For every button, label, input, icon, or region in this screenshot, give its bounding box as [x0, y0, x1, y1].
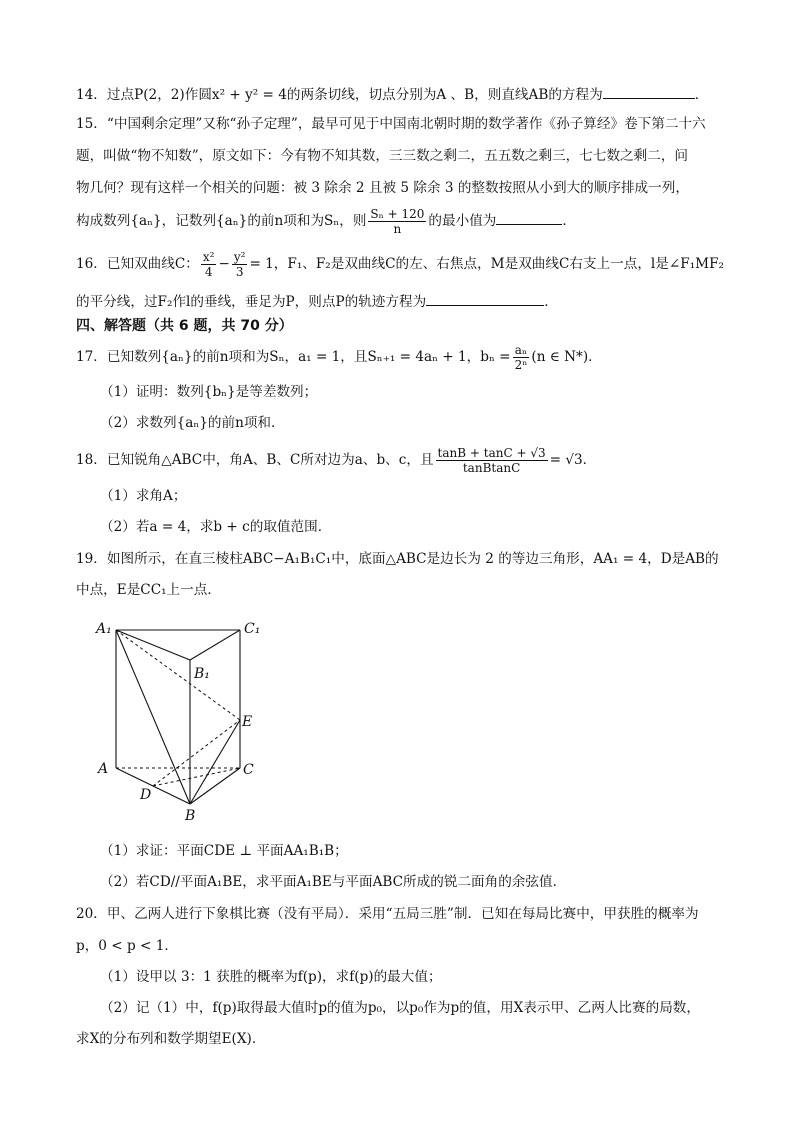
question-15-line-2: 题，叫做“物不知数”，原文如下：今有物不知其数，三三数之剩二，五五数之剩三，七七数之剩二，问 — [76, 148, 689, 164]
question-20-line-2: p，0 < p < 1． — [76, 938, 178, 954]
label-e: E — [242, 714, 253, 730]
hidden-segment-de — [153, 720, 240, 786]
edge-bc — [190, 768, 240, 804]
question-number: 16． — [76, 256, 107, 272]
prism-figure — [90, 612, 280, 827]
label-b1: B₁ — [194, 666, 210, 682]
question-number: 20． — [76, 906, 107, 922]
label-a: A — [98, 761, 109, 777]
answer-blank[interactable] — [496, 210, 562, 225]
question-16-line-2: 的平分线，过F₂作l的垂线，垂足为P，则点P的轨迹方程为 ． — [76, 291, 558, 311]
question-16-line-1: 16．已知双曲线C： $\frac{\text{x²}}{4}$ − $\frac{\text{y²}}{3}$ = 1，F₁、F₂是双曲线C的左、右焦点，M是双曲线C右支上一点，l是∠F₁MF₂ — [76, 250, 724, 279]
fraction-an-2n: $\frac{\text{aₙ}}{\text{2ⁿ}}$ — [514, 343, 528, 372]
label-c1: C₁ — [244, 621, 261, 637]
answer-blank[interactable] — [603, 84, 695, 99]
question-20-line-1: 20．甲、乙两人进行下象棋比赛（没有平局）．采用“五局三胜”制．已知在每局比赛中，甲获胜的概率为 — [76, 906, 699, 922]
question-19-line-1: 19．如图所示，在直三棱柱ABC−A₁B₁C₁中，底面△ABC是边长为 2 的等边三角形，AA₁ = 4，D是AB的 — [76, 551, 719, 567]
question-19-part-2: （2）若CD//平面A₁BE，求平面A₁BE与平面ABC所成的锐二面角的余弦值． — [100, 874, 567, 890]
question-15-line-1: 15．“中国剩余定理”又称“孙子定理”，最早可见于中国南北朝时期的数学著作《孙子算经》卷下第二十六 — [76, 116, 706, 132]
question-18-part-2: （2）若a = 4，求b + c的取值范围． — [100, 519, 332, 535]
label-b: B — [185, 808, 196, 824]
question-15-line-3: 物几何？现有这样一个相关的问题：被 3 除余 2 且被 5 除余 3 的整数按照从小到大的顺序排成一列， — [76, 180, 689, 196]
fraction-sn: $\frac{\text{Sₙ + 120}}{n}$ — [370, 207, 425, 236]
fraction-tan: $\frac{\tan B + \tan C + √3}{\text{tanBtanC}}$ — [437, 446, 546, 475]
question-19-part-1: （1）求证：平面CDE ⊥ 平面AA₁B₁B； — [100, 843, 348, 859]
fraction-y2-3: $\frac{\text{y²}}{3}$ — [233, 250, 246, 279]
label-d: D — [140, 787, 152, 803]
segment-a1b — [116, 630, 190, 804]
segment-eb — [190, 720, 240, 804]
question-15-line-4: 构成数列{aₙ}，记数列{aₙ}的前n项和为Sₙ，则 $\frac{\text{Sₙ + 120}}{n}$ 的最小值为 ． — [76, 207, 576, 236]
question-text: 过点P(2，2)作圆x² + y² = 4的两条切线，切点分别为A 、B，则直线AB的方程为 — [106, 87, 603, 103]
question-number: 18． — [76, 452, 107, 468]
fraction-x2-4: $\frac{\text{x²}}{4}$ — [202, 250, 215, 279]
label-a1: A₁ — [96, 621, 112, 637]
section-heading: 四、解答题（共 6 题，共 70 分） — [76, 318, 293, 334]
question-20-part-2-cont: 求X的分布列和数学期望E(X)． — [76, 1031, 266, 1047]
answer-blank[interactable] — [426, 291, 544, 306]
question-number: 19． — [76, 551, 107, 567]
question-20-part-1: （1）设甲以 3：1 获胜的概率为f(p)，求f(p)的最大值； — [100, 969, 442, 985]
question-14: 14．过点P(2，2)作圆x² + y² = 4的两条切线，切点分别为A 、B，则直线AB的方程为 ． — [76, 84, 708, 104]
question-17-part-1: （1）证明：数列{bₙ}是等差数列； — [100, 384, 318, 400]
question-number: 15． — [76, 116, 107, 132]
question-18-part-1: （1）求角A； — [100, 488, 187, 504]
question-17-part-2: （2）求数列{aₙ}的前n项和． — [100, 415, 285, 431]
edge-b1c1 — [190, 630, 240, 660]
question-20-part-2: （2）记（1）中，f(p)取得最大值时p的值为p₀，以p₀作为p的值，用X表示甲、乙两人比赛的局数， — [100, 1000, 700, 1016]
question-19-line-2: 中点，E是CC₁上一点． — [76, 582, 221, 598]
label-c: C — [243, 762, 254, 778]
question-number: 17． — [76, 349, 107, 365]
question-number: 14． — [76, 87, 107, 103]
question-18-line-1: 18．已知锐角△ABC中，角A、B、C所对边为a、b、c，且 $\frac{\tan B + \tan C + √3}{\text{tanBtanC}}$ = √3． — [76, 446, 597, 475]
question-17-line-1: 17．已知数列{aₙ}的前n项和为Sₙ，a₁ = 1，且Sₙ₊₁ = 4aₙ + 1，bₙ = $\frac{\text{aₙ}}{\text{2ⁿ}}$ (n ∈ N*)． — [76, 343, 602, 372]
